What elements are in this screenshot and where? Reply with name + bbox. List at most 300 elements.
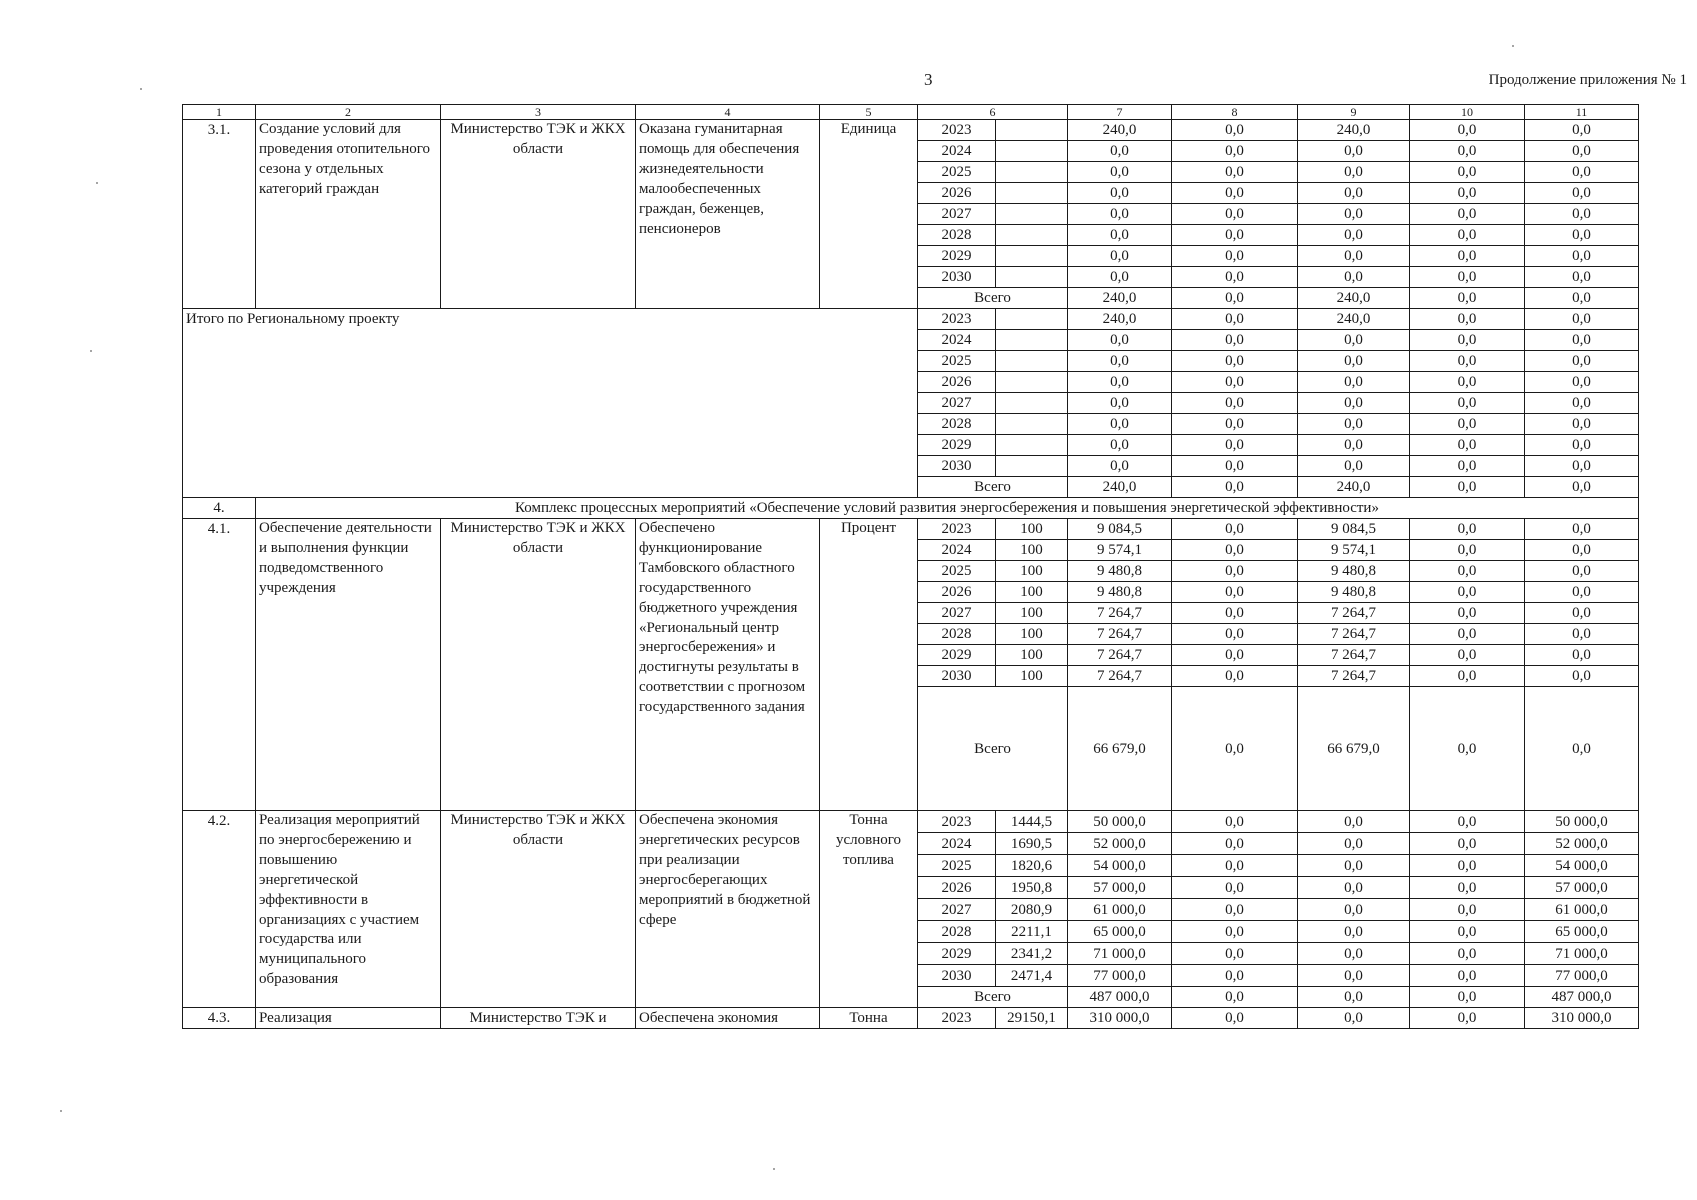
value-cell-col9: 0,0 xyxy=(1298,351,1410,372)
value-cell-col10: 0,0 xyxy=(1410,561,1525,582)
value-cell-col10: 0,0 xyxy=(1410,309,1525,330)
indicator-value: 100 xyxy=(996,519,1068,540)
indicator-value xyxy=(996,372,1068,393)
value-cell-col9: 9 480,8 xyxy=(1298,561,1410,582)
value-cell-col9: 0,0 xyxy=(1298,225,1410,246)
year: 2024 xyxy=(918,330,996,351)
ministry: Министерство ТЭК и ЖКХ области xyxy=(441,811,636,1008)
year: 2030 xyxy=(918,456,996,477)
value-cell-col9: 7 264,7 xyxy=(1298,624,1410,645)
indicator-value xyxy=(996,246,1068,267)
value-cell-col11: 0,0 xyxy=(1525,645,1639,666)
year: 2028 xyxy=(918,921,996,943)
unit-of-measure: Тонна условного топлива xyxy=(820,811,918,1008)
row-id: 4.3. xyxy=(183,1008,256,1029)
value-cell-col7: 57 000,0 xyxy=(1068,877,1172,899)
year: 2025 xyxy=(918,855,996,877)
table-row xyxy=(183,811,1639,833)
value-cell-col8: 0,0 xyxy=(1172,351,1298,372)
indicator-value xyxy=(996,183,1068,204)
value-cell-col10: 0,0 xyxy=(1410,519,1525,540)
value-cell-col10: 0,0 xyxy=(1410,456,1525,477)
value-cell-col11: 487 000,0 xyxy=(1525,987,1639,1008)
value-cell-col10: 0,0 xyxy=(1410,582,1525,603)
value-cell-col11: 0,0 xyxy=(1525,120,1639,141)
scan-speck xyxy=(773,1168,775,1170)
value-cell-col9: 240,0 xyxy=(1298,120,1410,141)
total-label: Всего xyxy=(918,987,1068,1008)
value-cell-col7: 0,0 xyxy=(1068,267,1172,288)
indicator-value: 1690,5 xyxy=(996,833,1068,855)
col-head-11: 11 xyxy=(1525,105,1639,120)
value-cell-col9: 7 264,7 xyxy=(1298,645,1410,666)
value-cell-col9: 0,0 xyxy=(1298,833,1410,855)
value-cell-col11: 0,0 xyxy=(1525,351,1639,372)
value-cell-col11: 61 000,0 xyxy=(1525,899,1639,921)
col-head-10: 10 xyxy=(1410,105,1525,120)
value-cell-col9: 0,0 xyxy=(1298,1008,1410,1029)
value-cell-col8: 0,0 xyxy=(1172,624,1298,645)
value-cell-col10: 0,0 xyxy=(1410,666,1525,687)
indicator-value: 100 xyxy=(996,582,1068,603)
value-cell-col8: 0,0 xyxy=(1172,645,1298,666)
indicator-value xyxy=(996,309,1068,330)
activity-name: Создание условий для проведения отопительного сезона у отдельных категорий граждан xyxy=(256,120,441,309)
value-cell-col9: 9 084,5 xyxy=(1298,519,1410,540)
value-cell-col7: 7 264,7 xyxy=(1068,666,1172,687)
value-cell-col7: 240,0 xyxy=(1068,288,1172,309)
year: 2023 xyxy=(918,1008,996,1029)
value-cell-col8: 0,0 xyxy=(1172,899,1298,921)
value-cell-col7: 9 480,8 xyxy=(1068,561,1172,582)
value-cell-col10: 0,0 xyxy=(1410,120,1525,141)
value-cell-col11: 0,0 xyxy=(1525,330,1639,351)
year: 2030 xyxy=(918,965,996,987)
value-cell-col10: 0,0 xyxy=(1410,183,1525,204)
indicator-value: 1950,8 xyxy=(996,877,1068,899)
value-cell-col11: 0,0 xyxy=(1525,582,1639,603)
col-head-6: 6 xyxy=(918,105,1068,120)
indicator-value: 100 xyxy=(996,561,1068,582)
value-cell-col10: 0,0 xyxy=(1410,414,1525,435)
value-cell-col9: 240,0 xyxy=(1298,309,1410,330)
value-cell-col11: 0,0 xyxy=(1525,624,1639,645)
value-cell-col11: 0,0 xyxy=(1525,393,1639,414)
value-cell-col7: 54 000,0 xyxy=(1068,855,1172,877)
value-cell-col9: 66 679,0 xyxy=(1298,687,1410,811)
indicator-value xyxy=(996,120,1068,141)
value-cell-col8: 0,0 xyxy=(1172,561,1298,582)
year: 2025 xyxy=(918,561,996,582)
value-cell-col10: 0,0 xyxy=(1410,855,1525,877)
value-cell-col8: 0,0 xyxy=(1172,811,1298,833)
indicator-value: 2341,2 xyxy=(996,943,1068,965)
value-cell-col11: 0,0 xyxy=(1525,456,1639,477)
value-cell-col9: 0,0 xyxy=(1298,877,1410,899)
value-cell-col10: 0,0 xyxy=(1410,540,1525,561)
value-cell-col9: 0,0 xyxy=(1298,899,1410,921)
value-cell-col8: 0,0 xyxy=(1172,877,1298,899)
value-cell-col7: 0,0 xyxy=(1068,141,1172,162)
value-cell-col10: 0,0 xyxy=(1410,645,1525,666)
value-cell-col9: 0,0 xyxy=(1298,393,1410,414)
indicator-value xyxy=(996,435,1068,456)
program-table xyxy=(182,104,1639,1029)
year: 2027 xyxy=(918,393,996,414)
value-cell-col9: 0,0 xyxy=(1298,267,1410,288)
value-cell-col8: 0,0 xyxy=(1172,519,1298,540)
page-caption: Продолжение приложения № 1 xyxy=(1488,72,1687,88)
value-cell-col7: 0,0 xyxy=(1068,330,1172,351)
value-cell-col10: 0,0 xyxy=(1410,141,1525,162)
value-cell-col11: 0,0 xyxy=(1525,561,1639,582)
value-cell-col9: 7 264,7 xyxy=(1298,666,1410,687)
value-cell-col7: 7 264,7 xyxy=(1068,624,1172,645)
value-cell-col8: 0,0 xyxy=(1172,582,1298,603)
value-cell-col9: 240,0 xyxy=(1298,477,1410,498)
value-cell-col9: 0,0 xyxy=(1298,204,1410,225)
value-cell-col8: 0,0 xyxy=(1172,183,1298,204)
value-cell-col7: 0,0 xyxy=(1068,204,1172,225)
value-cell-col10: 0,0 xyxy=(1410,811,1525,833)
value-cell-col7: 487 000,0 xyxy=(1068,987,1172,1008)
value-cell-col8: 0,0 xyxy=(1172,309,1298,330)
result-description: Обеспечена экономия xyxy=(636,1008,820,1029)
year: 2024 xyxy=(918,540,996,561)
value-cell-col7: 9 084,5 xyxy=(1068,519,1172,540)
scan-speck xyxy=(140,88,142,90)
page-number: 3 xyxy=(924,70,933,89)
year: 2024 xyxy=(918,141,996,162)
value-cell-col7: 66 679,0 xyxy=(1068,687,1172,811)
indicator-value xyxy=(996,162,1068,183)
col-head-5: 5 xyxy=(820,105,918,120)
value-cell-col8: 0,0 xyxy=(1172,540,1298,561)
value-cell-col11: 0,0 xyxy=(1525,603,1639,624)
indicator-value xyxy=(996,351,1068,372)
value-cell-col7: 0,0 xyxy=(1068,183,1172,204)
value-cell-col10: 0,0 xyxy=(1410,351,1525,372)
value-cell-col7: 7 264,7 xyxy=(1068,645,1172,666)
value-cell-col11: 0,0 xyxy=(1525,519,1639,540)
value-cell-col10: 0,0 xyxy=(1410,943,1525,965)
value-cell-col8: 0,0 xyxy=(1172,456,1298,477)
value-cell-col10: 0,0 xyxy=(1410,965,1525,987)
year: 2030 xyxy=(918,267,996,288)
value-cell-col8: 0,0 xyxy=(1172,393,1298,414)
indicator-value: 2211,1 xyxy=(996,921,1068,943)
value-cell-col8: 0,0 xyxy=(1172,204,1298,225)
scan-speck xyxy=(90,350,92,352)
table-row xyxy=(183,1008,1639,1029)
value-cell-col11: 57 000,0 xyxy=(1525,877,1639,899)
value-cell-col10: 0,0 xyxy=(1410,921,1525,943)
value-cell-col10: 0,0 xyxy=(1410,225,1525,246)
value-cell-col8: 0,0 xyxy=(1172,372,1298,393)
unit-of-measure: Процент xyxy=(820,519,918,811)
value-cell-col8: 0,0 xyxy=(1172,855,1298,877)
col-head-2: 2 xyxy=(256,105,441,120)
value-cell-col7: 240,0 xyxy=(1068,477,1172,498)
indicator-value xyxy=(996,225,1068,246)
value-cell-col11: 0,0 xyxy=(1525,687,1639,811)
col-head-4: 4 xyxy=(636,105,820,120)
value-cell-col7: 0,0 xyxy=(1068,414,1172,435)
row-id: 3.1. xyxy=(183,120,256,309)
year: 2025 xyxy=(918,162,996,183)
value-cell-col9: 0,0 xyxy=(1298,943,1410,965)
value-cell-col8: 0,0 xyxy=(1172,141,1298,162)
value-cell-col8: 0,0 xyxy=(1172,666,1298,687)
value-cell-col11: 71 000,0 xyxy=(1525,943,1639,965)
value-cell-col7: 0,0 xyxy=(1068,435,1172,456)
value-cell-col9: 0,0 xyxy=(1298,921,1410,943)
value-cell-col7: 0,0 xyxy=(1068,246,1172,267)
value-cell-col10: 0,0 xyxy=(1410,288,1525,309)
indicator-value xyxy=(996,204,1068,225)
value-cell-col7: 240,0 xyxy=(1068,309,1172,330)
row-id: 4.1. xyxy=(183,519,256,811)
value-cell-col8: 0,0 xyxy=(1172,435,1298,456)
year: 2029 xyxy=(918,246,996,267)
value-cell-col10: 0,0 xyxy=(1410,899,1525,921)
year: 2028 xyxy=(918,225,996,246)
year: 2026 xyxy=(918,582,996,603)
value-cell-col11: 0,0 xyxy=(1525,666,1639,687)
value-cell-col10: 0,0 xyxy=(1410,393,1525,414)
value-cell-col9: 0,0 xyxy=(1298,183,1410,204)
value-cell-col7: 9 480,8 xyxy=(1068,582,1172,603)
col-head-8: 8 xyxy=(1172,105,1298,120)
value-cell-col8: 0,0 xyxy=(1172,267,1298,288)
indicator-value: 100 xyxy=(996,624,1068,645)
year: 2029 xyxy=(918,435,996,456)
value-cell-col11: 0,0 xyxy=(1525,267,1639,288)
value-cell-col7: 9 574,1 xyxy=(1068,540,1172,561)
year: 2023 xyxy=(918,811,996,833)
value-cell-col9: 7 264,7 xyxy=(1298,603,1410,624)
year: 2026 xyxy=(918,183,996,204)
year: 2029 xyxy=(918,645,996,666)
value-cell-col9: 0,0 xyxy=(1298,435,1410,456)
value-cell-col8: 0,0 xyxy=(1172,162,1298,183)
value-cell-col11: 54 000,0 xyxy=(1525,855,1639,877)
total-label: Всего xyxy=(918,687,1068,811)
year: 2027 xyxy=(918,603,996,624)
value-cell-col8: 0,0 xyxy=(1172,943,1298,965)
value-cell-col7: 61 000,0 xyxy=(1068,899,1172,921)
value-cell-col7: 77 000,0 xyxy=(1068,965,1172,987)
indicator-value xyxy=(996,267,1068,288)
value-cell-col9: 0,0 xyxy=(1298,372,1410,393)
table-row xyxy=(183,120,1639,141)
value-cell-col7: 0,0 xyxy=(1068,393,1172,414)
value-cell-col10: 0,0 xyxy=(1410,267,1525,288)
year: 2025 xyxy=(918,351,996,372)
scan-speck xyxy=(60,1110,62,1112)
section-id: 4. xyxy=(183,498,256,519)
indicator-value xyxy=(996,393,1068,414)
indicator-value: 100 xyxy=(996,603,1068,624)
ministry: Министерство ТЭК и xyxy=(441,1008,636,1029)
value-cell-col8: 0,0 xyxy=(1172,603,1298,624)
value-cell-col8: 0,0 xyxy=(1172,687,1298,811)
value-cell-col10: 0,0 xyxy=(1410,246,1525,267)
year: 2026 xyxy=(918,877,996,899)
indicator-value xyxy=(996,330,1068,351)
value-cell-col7: 71 000,0 xyxy=(1068,943,1172,965)
value-cell-col9: 0,0 xyxy=(1298,456,1410,477)
value-cell-col9: 0,0 xyxy=(1298,141,1410,162)
indicator-value: 2471,4 xyxy=(996,965,1068,987)
value-cell-col11: 0,0 xyxy=(1525,372,1639,393)
value-cell-col10: 0,0 xyxy=(1410,204,1525,225)
value-cell-col9: 0,0 xyxy=(1298,811,1410,833)
col-head-9: 9 xyxy=(1298,105,1410,120)
value-cell-col8: 0,0 xyxy=(1172,965,1298,987)
table-row xyxy=(183,519,1639,540)
col-head-7: 7 xyxy=(1068,105,1172,120)
value-cell-col7: 240,0 xyxy=(1068,120,1172,141)
result-description: Обеспечена экономия энергетических ресурсов при реализации энергосберегающих мероприятий в бюджетной сфере xyxy=(636,811,820,1008)
year: 2029 xyxy=(918,943,996,965)
table-body xyxy=(183,105,1639,1029)
ministry: Министерство ТЭК и ЖКХ области xyxy=(441,519,636,811)
year: 2028 xyxy=(918,414,996,435)
indicator-value: 1820,6 xyxy=(996,855,1068,877)
value-cell-col8: 0,0 xyxy=(1172,225,1298,246)
value-cell-col11: 310 000,0 xyxy=(1525,1008,1639,1029)
section-row xyxy=(183,498,1639,519)
result-description: Обеспечено функционирование Тамбовского областного государственного бюджетного учреждения «Региональный центр энергосбережения» и достигнуты результаты в соответствии с прогнозом государственного задания xyxy=(636,519,820,811)
value-cell-col9: 0,0 xyxy=(1298,987,1410,1008)
value-cell-col10: 0,0 xyxy=(1410,330,1525,351)
indicator-value: 1444,5 xyxy=(996,811,1068,833)
value-cell-col8: 0,0 xyxy=(1172,246,1298,267)
year: 2027 xyxy=(918,204,996,225)
value-cell-col9: 240,0 xyxy=(1298,288,1410,309)
total-label: Всего xyxy=(918,288,1068,309)
value-cell-col7: 52 000,0 xyxy=(1068,833,1172,855)
value-cell-col7: 65 000,0 xyxy=(1068,921,1172,943)
value-cell-col11: 0,0 xyxy=(1525,414,1639,435)
indicator-value xyxy=(996,456,1068,477)
ministry: Министерство ТЭК и ЖКХ области xyxy=(441,120,636,309)
value-cell-col11: 65 000,0 xyxy=(1525,921,1639,943)
year: 2030 xyxy=(918,666,996,687)
value-cell-col11: 0,0 xyxy=(1525,204,1639,225)
value-cell-col10: 0,0 xyxy=(1410,1008,1525,1029)
total-label: Всего xyxy=(918,477,1068,498)
value-cell-col11: 0,0 xyxy=(1525,288,1639,309)
value-cell-col7: 7 264,7 xyxy=(1068,603,1172,624)
value-cell-col10: 0,0 xyxy=(1410,687,1525,811)
value-cell-col11: 0,0 xyxy=(1525,162,1639,183)
value-cell-col11: 0,0 xyxy=(1525,309,1639,330)
activity-name: Реализация xyxy=(256,1008,441,1029)
value-cell-col7: 50 000,0 xyxy=(1068,811,1172,833)
unit-of-measure: Тонна xyxy=(820,1008,918,1029)
indicator-value: 100 xyxy=(996,540,1068,561)
value-cell-col10: 0,0 xyxy=(1410,877,1525,899)
value-cell-col8: 0,0 xyxy=(1172,288,1298,309)
indicator-value: 100 xyxy=(996,666,1068,687)
value-cell-col10: 0,0 xyxy=(1410,162,1525,183)
value-cell-col11: 77 000,0 xyxy=(1525,965,1639,987)
value-cell-col11: 50 000,0 xyxy=(1525,811,1639,833)
column-number-row xyxy=(183,105,1639,120)
value-cell-col9: 0,0 xyxy=(1298,330,1410,351)
value-cell-col10: 0,0 xyxy=(1410,624,1525,645)
activity-name: Обеспечение деятельности и выполнения функции подведомственного учреждения xyxy=(256,519,441,811)
value-cell-col8: 0,0 xyxy=(1172,477,1298,498)
value-cell-col11: 0,0 xyxy=(1525,477,1639,498)
value-cell-col9: 0,0 xyxy=(1298,246,1410,267)
value-cell-col10: 0,0 xyxy=(1410,603,1525,624)
scan-speck xyxy=(1512,45,1514,47)
indicator-value: 2080,9 xyxy=(996,899,1068,921)
value-cell-col7: 310 000,0 xyxy=(1068,1008,1172,1029)
value-cell-col8: 0,0 xyxy=(1172,833,1298,855)
value-cell-col8: 0,0 xyxy=(1172,330,1298,351)
value-cell-col9: 9 480,8 xyxy=(1298,582,1410,603)
indicator-value xyxy=(996,141,1068,162)
section-title: Комплекс процессных мероприятий «Обеспечение условий развития энергосбережения и повышения энергетической эффективности» xyxy=(256,498,1639,519)
value-cell-col10: 0,0 xyxy=(1410,435,1525,456)
year: 2027 xyxy=(918,899,996,921)
indicator-value xyxy=(996,414,1068,435)
value-cell-col8: 0,0 xyxy=(1172,921,1298,943)
unit-of-measure: Единица xyxy=(820,120,918,309)
value-cell-col11: 0,0 xyxy=(1525,141,1639,162)
year: 2026 xyxy=(918,372,996,393)
col-head-1: 1 xyxy=(183,105,256,120)
value-cell-col7: 0,0 xyxy=(1068,225,1172,246)
year: 2023 xyxy=(918,519,996,540)
col-head-3: 3 xyxy=(441,105,636,120)
value-cell-col11: 0,0 xyxy=(1525,435,1639,456)
value-cell-col11: 0,0 xyxy=(1525,225,1639,246)
value-cell-col8: 0,0 xyxy=(1172,987,1298,1008)
value-cell-col8: 0,0 xyxy=(1172,1008,1298,1029)
value-cell-col7: 0,0 xyxy=(1068,162,1172,183)
value-cell-col11: 0,0 xyxy=(1525,183,1639,204)
result-description: Оказана гуманитарная помощь для обеспечения жизнедеятельности малообеспеченных граждан, беженцев, пенсионеров xyxy=(636,120,820,309)
value-cell-col11: 52 000,0 xyxy=(1525,833,1639,855)
value-cell-col11: 0,0 xyxy=(1525,246,1639,267)
scan-speck xyxy=(96,182,98,184)
value-cell-col7: 0,0 xyxy=(1068,351,1172,372)
value-cell-col9: 9 574,1 xyxy=(1298,540,1410,561)
value-cell-col9: 0,0 xyxy=(1298,414,1410,435)
value-cell-col10: 0,0 xyxy=(1410,372,1525,393)
year: 2023 xyxy=(918,120,996,141)
indicator-value: 100 xyxy=(996,645,1068,666)
value-cell-col11: 0,0 xyxy=(1525,540,1639,561)
value-cell-col10: 0,0 xyxy=(1410,833,1525,855)
value-cell-col9: 0,0 xyxy=(1298,162,1410,183)
year: 2028 xyxy=(918,624,996,645)
activity-name: Реализация мероприятий по энергосбережению и повышению энергетической эффективности в организациях с участием государства или муниципального образования xyxy=(256,811,441,1008)
value-cell-col9: 0,0 xyxy=(1298,965,1410,987)
value-cell-col10: 0,0 xyxy=(1410,477,1525,498)
row-id: 4.2. xyxy=(183,811,256,1008)
value-cell-col9: 0,0 xyxy=(1298,855,1410,877)
indicator-value: 29150,1 xyxy=(996,1008,1068,1029)
value-cell-col7: 0,0 xyxy=(1068,456,1172,477)
itogo-label: Итого по Региональному проекту xyxy=(183,309,918,498)
value-cell-col10: 0,0 xyxy=(1410,987,1525,1008)
